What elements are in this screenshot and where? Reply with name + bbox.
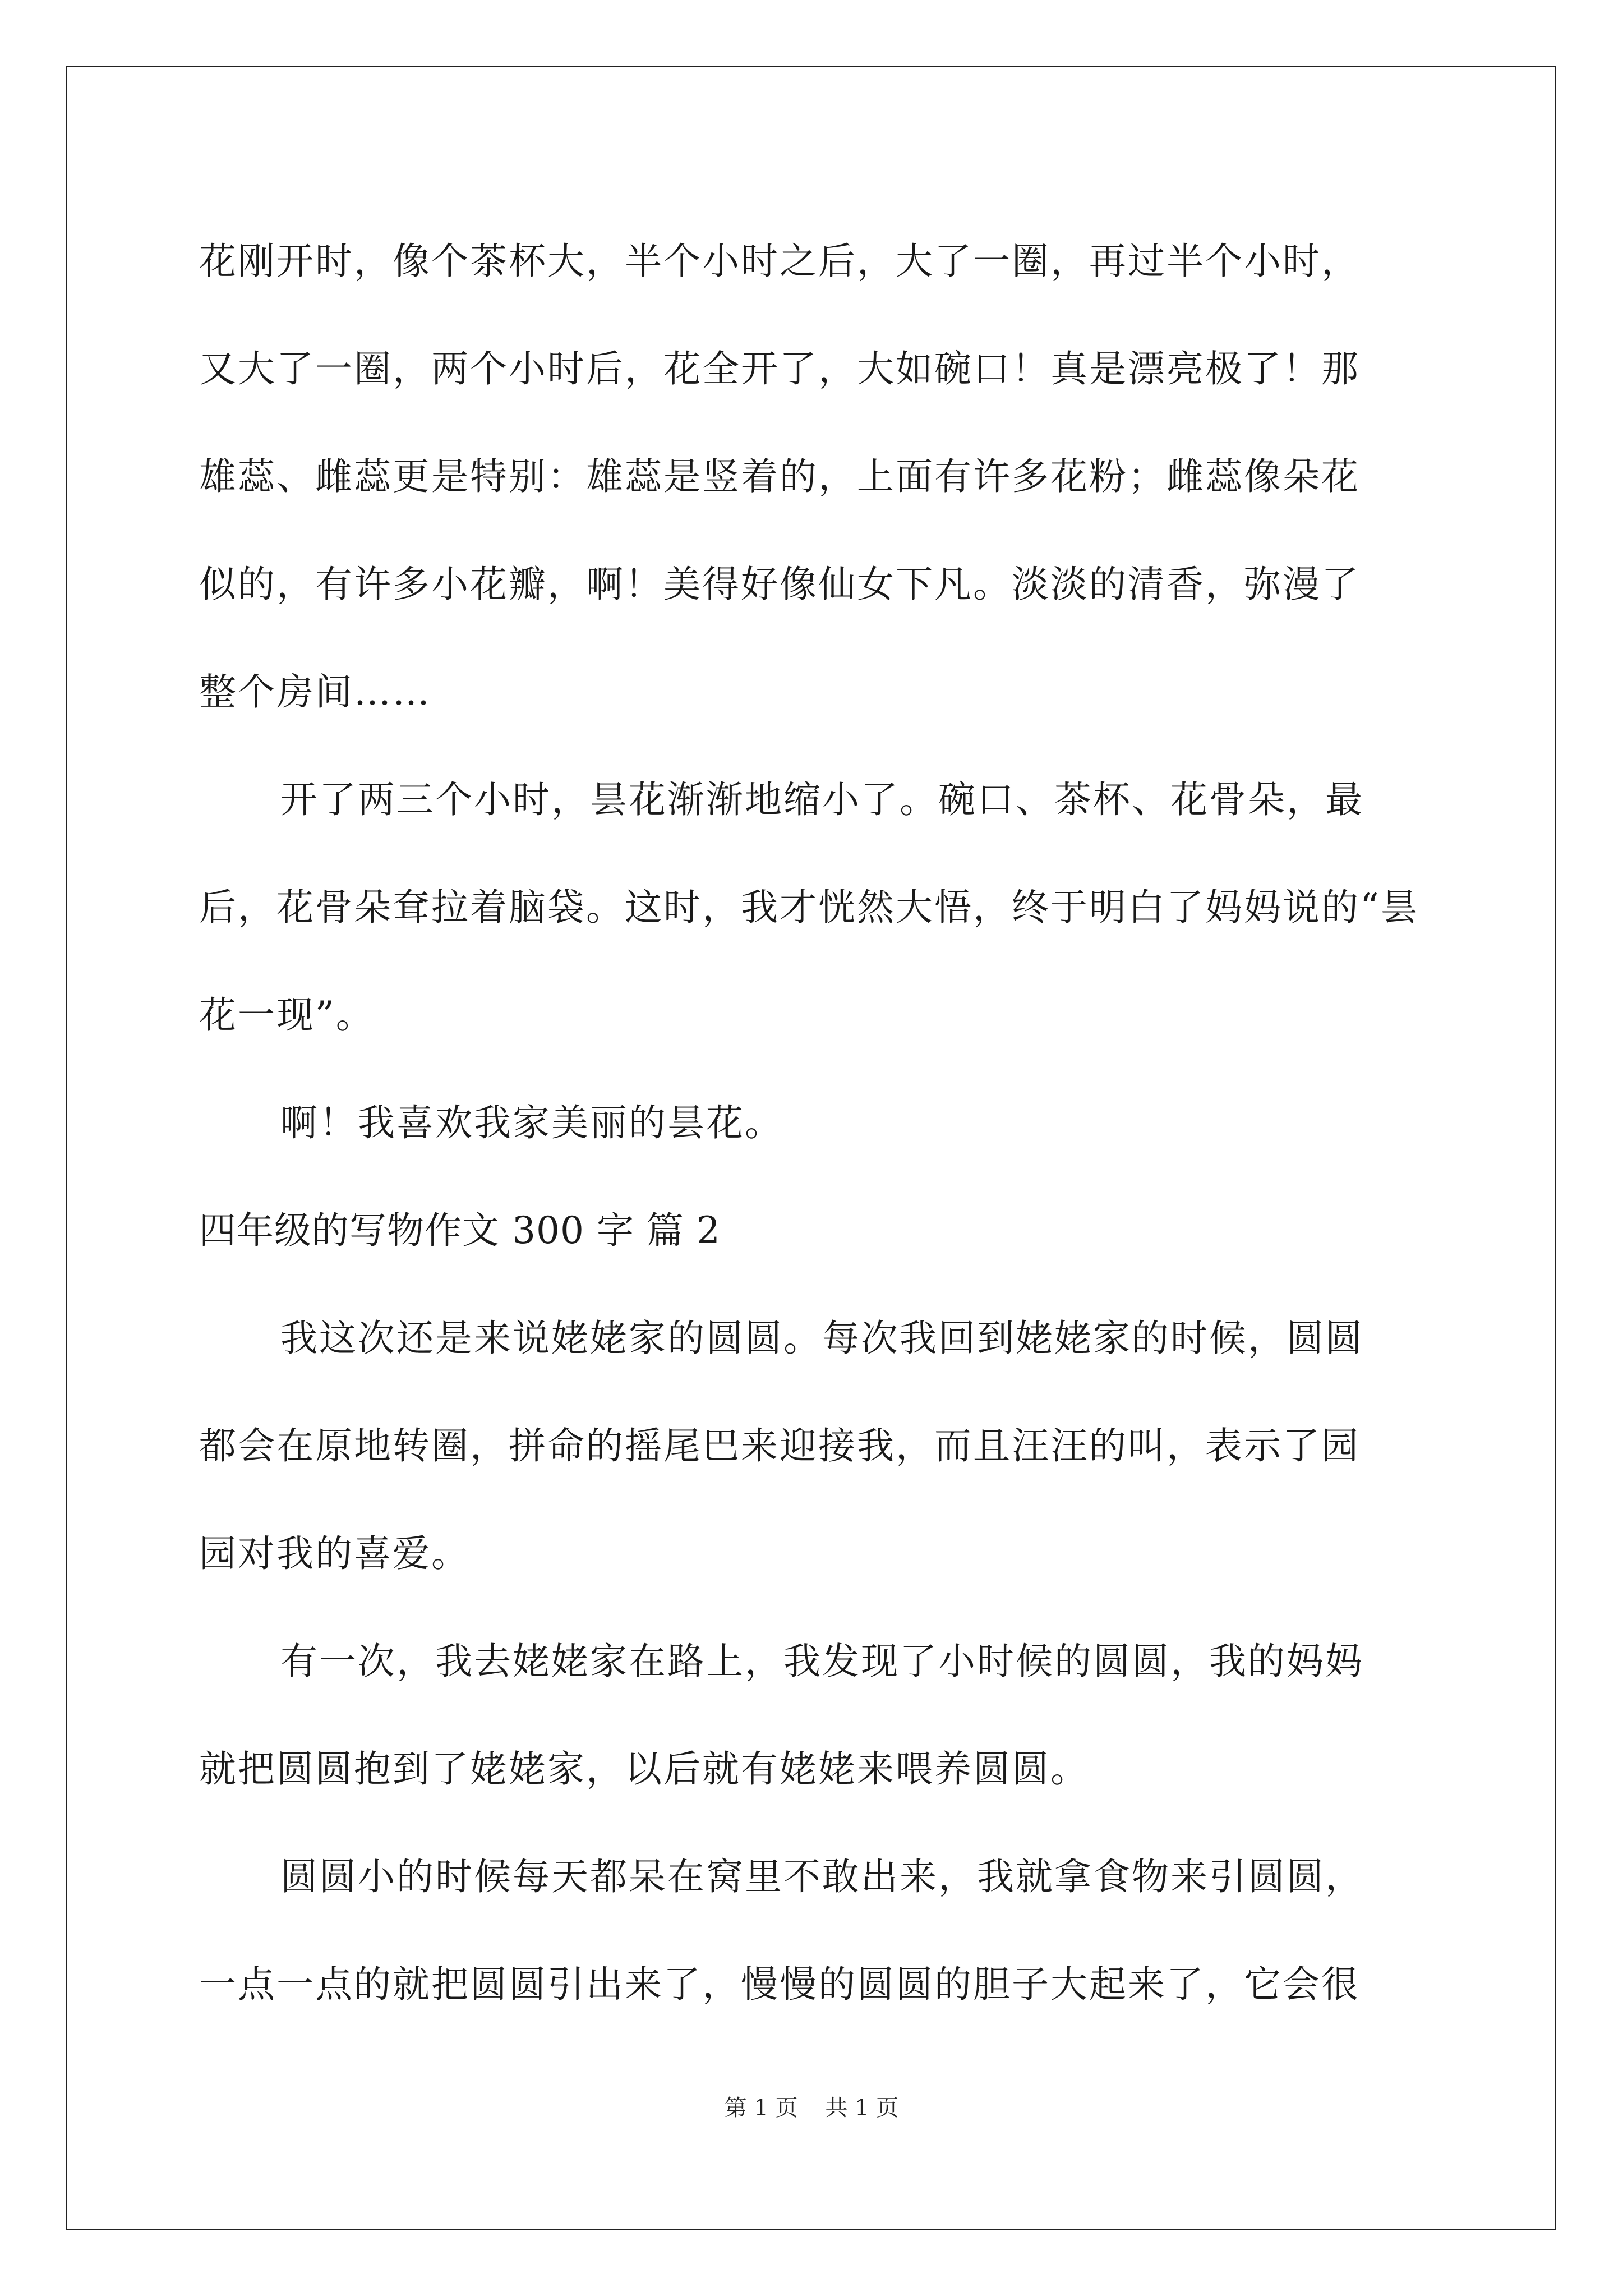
text-line: 整个房间…… [199, 670, 431, 714]
document-body [199, 208, 1438, 2039]
paragraph-start-line: 有一次，我去姥姥家在路上，我发现了小时候的圆圆，我的妈妈 [280, 1640, 1364, 1683]
text-line: 似的，有许多小花瓣，啊！美得好像仙女下凡。淡淡的清香，弥漫了 [199, 563, 1360, 606]
page-total: 共 1 页 [825, 2095, 899, 2121]
text-line: 一点一点的就把圆圆引出来了，慢慢的圆圆的胆子大起来了，它会很 [199, 1963, 1360, 2006]
text-line: 花一现”。 [199, 993, 375, 1037]
text-line: 又大了一圈，两个小时后，花全开了，大如碗口！真是漂亮极了！那 [199, 347, 1360, 390]
text-line: 园对我的喜爱。 [199, 1532, 470, 1575]
page-number: 第 1 页 [724, 2095, 798, 2121]
paragraph-start-line: 我这次还是来说姥姥家的圆圆。每次我回到姥姥家的时候，圆圆 [280, 1317, 1364, 1360]
text-line: 后，花骨朵耷拉着脑袋。这时，我才恍然大悟，终于明白了妈妈说的“昙 [199, 886, 1419, 929]
text-line: 花刚开时，像个茶杯大，半个小时之后，大了一圈，再过半个小时， [199, 240, 1360, 283]
paragraph-start-line: 啊！我喜欢我家美丽的昙花。 [280, 1101, 783, 1144]
text-line: 就把圆圆抱到了姥姥家，以后就有姥姥来喂养圆圆。 [199, 1747, 1089, 1791]
page-footer [0, 2091, 1623, 2125]
paragraph-start-line: 开了两三个小时，昙花渐渐地缩小了。碗口、茶杯、花骨朵，最 [280, 778, 1364, 821]
section-heading: 四年级的写物作文 300 字 篇 2 [199, 1209, 721, 1252]
text-line: 都会在原地转圈，拼命的摇尾巴来迎接我，而且汪汪的叫，表示了园 [199, 1424, 1360, 1467]
paragraph-start-line: 圆圆小的时候每天都呆在窝里不敢出来，我就拿食物来引圆圆， [280, 1855, 1364, 1898]
text-line: 雄蕊、雌蕊更是特别：雄蕊是竖着的，上面有许多花粉；雌蕊像朵花 [199, 455, 1360, 498]
